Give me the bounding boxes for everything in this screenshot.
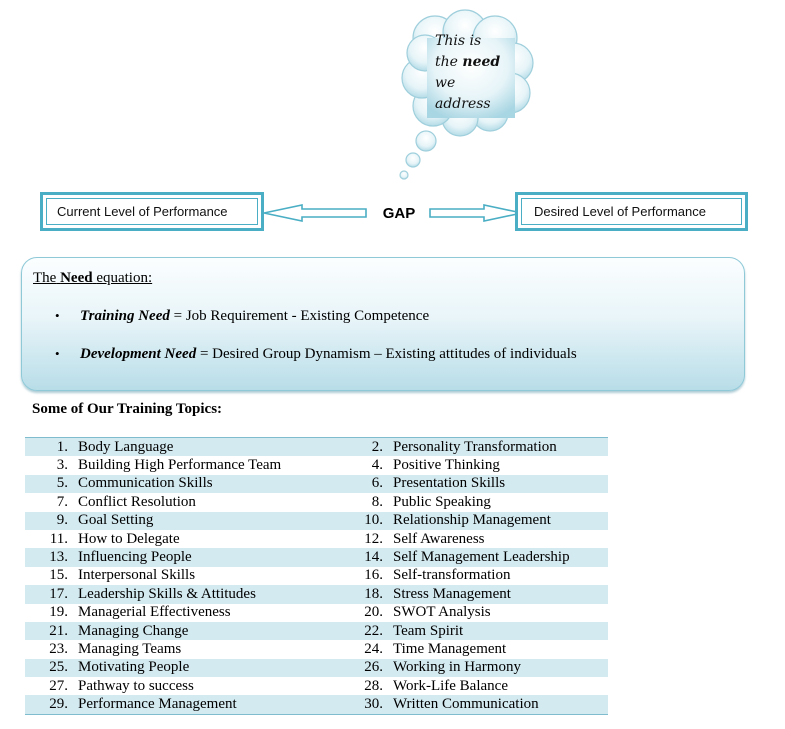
topic-title: Self Awareness — [393, 530, 485, 547]
topic-number: 26. — [364, 659, 383, 676]
topic-title: Building High Performance Team — [78, 457, 282, 474]
topic-right — [361, 457, 608, 474]
topic-number: 5. — [56, 475, 68, 492]
cloud-line-4: address — [435, 96, 491, 112]
need-term: Training Need — [80, 308, 170, 324]
topic-number: 9. — [56, 512, 68, 529]
topic-left — [25, 586, 361, 603]
topic-title: Communication Skills — [78, 475, 213, 492]
topic-title: Interpersonal Skills — [78, 567, 196, 584]
topic-right — [361, 439, 608, 456]
topic-left — [25, 475, 361, 492]
topic-number: 21. — [49, 622, 68, 639]
topic-title: Conflict Resolution — [78, 493, 196, 510]
topic-title: Relationship Management — [393, 512, 551, 529]
topic-right — [361, 696, 608, 713]
topic-right — [361, 567, 608, 584]
table-row — [25, 456, 608, 474]
topic-title: Public Speaking — [393, 493, 491, 510]
topic-number: 17. — [49, 585, 68, 602]
topic-left — [25, 567, 361, 584]
desired-level-box — [515, 192, 748, 231]
need-title — [33, 270, 152, 287]
topic-title: Personality Transformation — [393, 438, 557, 455]
topic-number: 8. — [371, 493, 383, 510]
topic-title: Motivating People — [78, 659, 190, 676]
table-row — [25, 622, 608, 640]
table-row — [25, 659, 608, 677]
topic-number: 6. — [371, 475, 383, 492]
topic-right — [361, 659, 608, 676]
desired-level-label: Desired Level of Performance — [534, 204, 706, 219]
current-level-box — [40, 192, 264, 231]
cloud-line-1: This is — [435, 33, 482, 49]
topic-number: 3. — [56, 457, 68, 474]
topic-number: 16. — [364, 567, 383, 584]
topic-right — [361, 678, 608, 695]
need-title-post: equation: — [96, 270, 153, 286]
topic-left — [25, 494, 361, 511]
gap-label: GAP — [382, 205, 416, 222]
topic-title: Self-transformation — [393, 567, 511, 584]
topic-title: Goal Setting — [78, 512, 154, 529]
topics-heading: Some of Our Training Topics: — [32, 401, 223, 417]
need-item-training — [55, 308, 429, 325]
topic-number: 1. — [56, 438, 68, 455]
topic-title: Presentation Skills — [393, 475, 506, 492]
topic-left — [25, 623, 361, 640]
table-row — [25, 530, 608, 548]
table-row — [25, 604, 608, 622]
table-row — [25, 493, 608, 511]
need-equation-panel — [21, 257, 745, 391]
need-title-pre: The — [33, 270, 57, 286]
topic-right — [361, 641, 608, 658]
bullet-icon: • — [55, 346, 60, 361]
topic-left — [25, 696, 361, 713]
left-arrow-icon — [264, 205, 366, 221]
topic-number: 20. — [364, 604, 383, 621]
topic-title: Managerial Effectiveness — [78, 604, 231, 621]
topic-number: 13. — [49, 549, 68, 566]
topic-left — [25, 604, 361, 621]
need-title-bold: Need — [60, 270, 93, 286]
need-definition: = Desired Group Dynamism – Existing attitudes of individuals — [199, 346, 577, 362]
topic-left — [25, 531, 361, 548]
cloud-need-word: need — [462, 54, 501, 70]
topic-left — [25, 659, 361, 676]
topic-right — [361, 549, 608, 566]
topic-title: Managing Teams — [78, 640, 182, 657]
table-row — [25, 475, 608, 493]
topic-number: 27. — [49, 677, 68, 694]
topic-title: Body Language — [78, 438, 174, 455]
topic-right — [361, 586, 608, 603]
table-row — [25, 585, 608, 603]
topic-right — [361, 475, 608, 492]
topic-number: 23. — [49, 640, 68, 657]
need-item-development — [55, 346, 577, 363]
topic-right — [361, 494, 608, 511]
topic-title: Performance Management — [78, 696, 237, 713]
need-term: Development Need — [80, 346, 197, 362]
topic-title: Self Management Leadership — [393, 549, 570, 566]
need-definition: = Job Requirement - Existing Competence — [173, 308, 430, 324]
topic-title: SWOT Analysis — [393, 604, 491, 621]
topic-number: 2. — [371, 438, 383, 455]
table-row — [25, 548, 608, 566]
topic-left — [25, 512, 361, 529]
topic-number: 7. — [56, 493, 68, 510]
table-row — [25, 438, 608, 456]
topic-number: 11. — [49, 530, 68, 547]
cloud-text — [435, 31, 525, 115]
table-row — [25, 695, 608, 713]
right-arrow-icon — [430, 205, 522, 221]
table-row — [25, 512, 608, 530]
topic-number: 18. — [364, 585, 383, 602]
topic-title: Time Management — [393, 640, 507, 657]
topic-title: Pathway to success — [78, 677, 194, 694]
topic-number: 4. — [371, 457, 383, 474]
table-row — [25, 567, 608, 585]
current-level-label: Current Level of Performance — [57, 204, 228, 219]
topic-title: Positive Thinking — [393, 457, 500, 474]
topic-title: How to Delegate — [78, 530, 180, 547]
topic-title: Leadership Skills & Attitudes — [78, 585, 256, 602]
topic-left — [25, 439, 361, 456]
topic-right — [361, 623, 608, 640]
topics-table — [25, 437, 608, 715]
topic-number: 30. — [364, 696, 383, 713]
topic-number: 12. — [364, 530, 383, 547]
topic-left — [25, 678, 361, 695]
topic-left — [25, 457, 361, 474]
topic-number: 24. — [364, 640, 383, 657]
table-row — [25, 677, 608, 695]
topic-right — [361, 531, 608, 548]
topic-number: 22. — [364, 622, 383, 639]
topic-title: Stress Management — [393, 585, 511, 602]
topic-title: Influencing People — [78, 549, 192, 566]
topic-number: 19. — [49, 604, 68, 621]
topic-title: Working in Harmony — [393, 659, 521, 676]
topic-title: Managing Change — [78, 622, 189, 639]
topic-left — [25, 549, 361, 566]
topic-right — [361, 512, 608, 529]
topic-number: 14. — [364, 549, 383, 566]
topic-number: 25. — [49, 659, 68, 676]
topic-number: 10. — [364, 512, 383, 529]
topic-number: 28. — [364, 677, 383, 694]
topic-title: Team Spirit — [393, 622, 464, 639]
topic-left — [25, 641, 361, 658]
topic-title: Work-Life Balance — [393, 677, 508, 694]
topic-title: Written Communication — [393, 696, 539, 713]
bullet-icon: • — [55, 308, 60, 323]
topic-number: 29. — [49, 696, 68, 713]
topic-right — [361, 604, 608, 621]
table-row — [25, 640, 608, 658]
cloud-line-3: we — [435, 75, 456, 91]
topic-number: 15. — [49, 567, 68, 584]
cloud-line-2-pre: the — [435, 54, 458, 70]
